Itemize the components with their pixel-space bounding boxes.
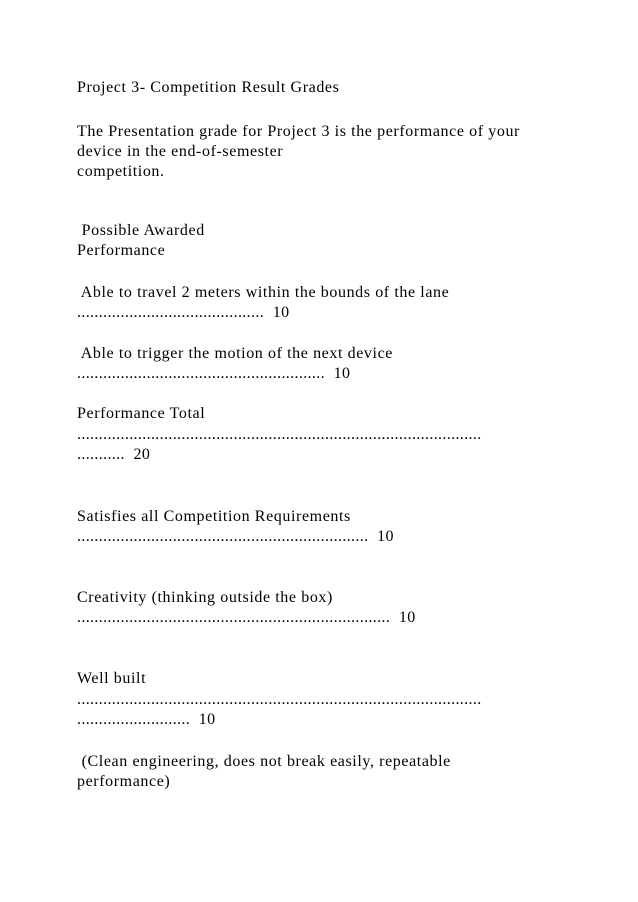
- note-line-2: performance): [77, 773, 171, 790]
- intro-line-3: competition.: [77, 163, 165, 180]
- intro-line-1: The Presentation grade for Project 3 is the performance of your: [77, 123, 520, 140]
- column-header-line-2: Performance: [77, 242, 166, 259]
- item-creativity-points: ........................................................................ 10: [77, 609, 416, 626]
- item-well-built-label: Well built: [77, 670, 147, 687]
- item-performance-total-leader: .............................................................................................: [77, 426, 482, 443]
- item-well-built-leader: .............................................................................................: [77, 691, 482, 708]
- item-travel-points: ........................................... 10: [77, 304, 290, 321]
- item-trigger-points: ......................................................... 10: [77, 365, 351, 382]
- intro-line-2: device in the end-of-semester: [77, 143, 284, 160]
- item-travel-label: Able to travel 2 meters within the bounds of the lane: [77, 284, 450, 301]
- item-trigger-label: Able to trigger the motion of the next device: [77, 345, 393, 362]
- item-well-built-points: .......................... 10: [77, 711, 216, 728]
- column-header-line-1: Possible Awarded: [77, 222, 205, 239]
- item-performance-total-points: ........... 20: [77, 446, 151, 463]
- item-performance-total-label: Performance Total: [77, 405, 206, 422]
- item-requirements-label: Satisfies all Competition Requirements: [77, 508, 351, 525]
- item-creativity-label: Creativity (thinking outside the box): [77, 589, 333, 606]
- document-title: Project 3- Competition Result Grades: [77, 79, 340, 96]
- note-line-1: (Clean engineering, does not break easily, repeatable: [77, 753, 451, 770]
- item-requirements-points: ................................................................... 10: [77, 528, 394, 545]
